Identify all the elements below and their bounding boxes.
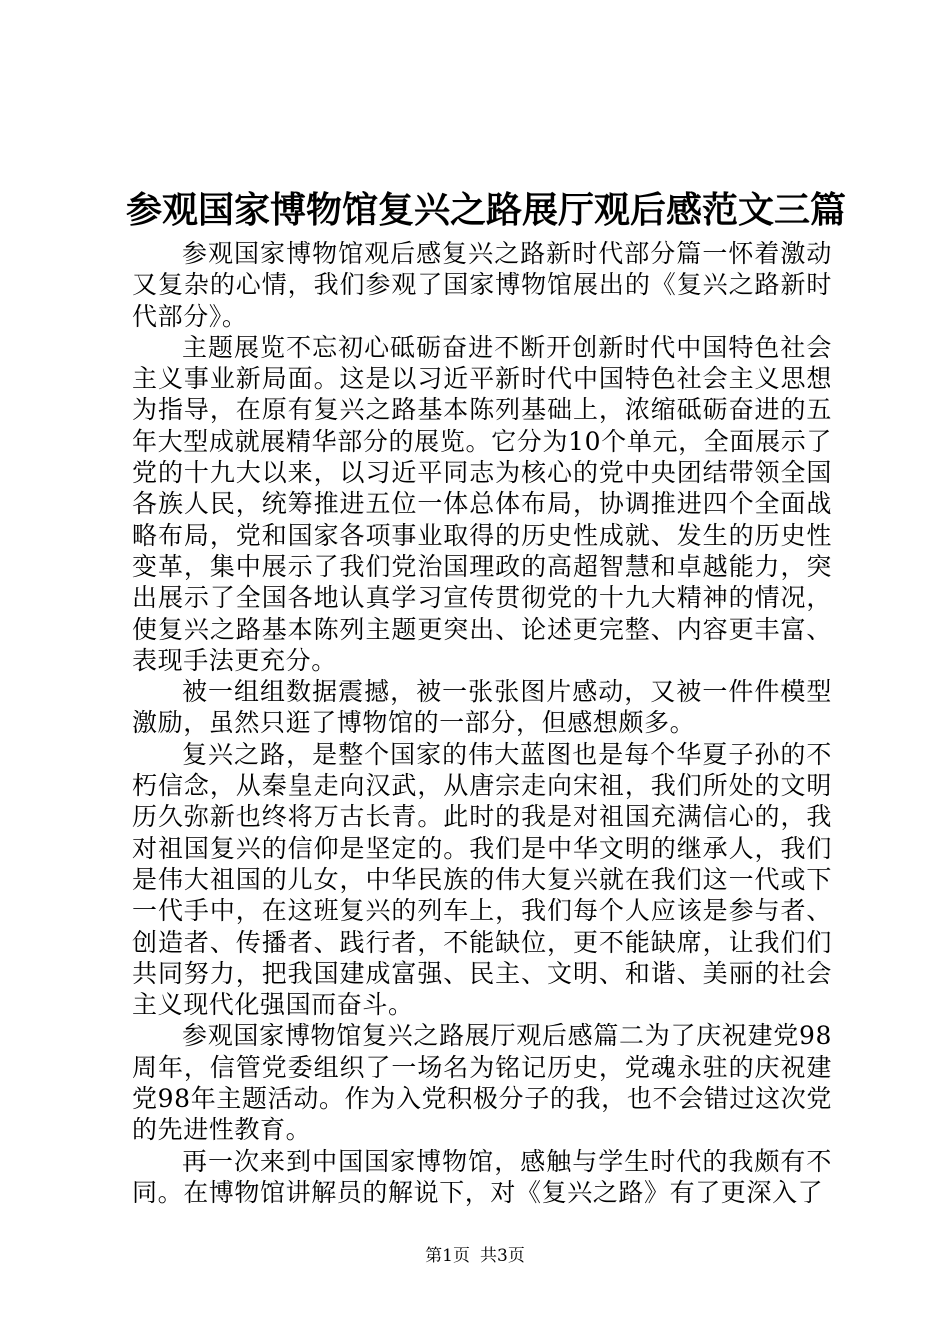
paragraph-3: 被一组组数据震撼，被一张张图片感动，又被一件件模型激励，虽然只逛了博物馆的一部分，但感想颇多。	[132, 677, 832, 738]
paragraph-5: 参观国家博物馆复兴之路展厅观后感篇二为了庆祝建党98周年，信管党委组织了一场名为铭记历史，党魂永驻的庆祝建党98年主题活动。作为入党积极分子的我，也不会错过这次党的先进性教育。	[132, 1021, 832, 1145]
page-footer	[0, 1244, 950, 1268]
document-title: 参观国家博物馆复兴之路展厅观后感范文三篇	[126, 189, 847, 231]
page-number-total: 共3页	[480, 1246, 525, 1266]
paragraph-2: 主题展览不忘初心砥砺奋进不断开创新时代中国特色社会主义事业新局面。这是以习近平新时代中国特色社会主义思想为指导，在原有复兴之路基本陈列基础上，浓缩砥砺奋进的五年大型成就展精华部分的展览。它分为10个单元，全面展示了党的十九大以来，以习近平同志为核心的党中央团结带领全国各族人民，统筹推进五位一体总体布局，协调推进四个全面战略布局，党和国家各项事业取得的历史性成就、发生的历史性变革，集中展示了我们党治国理政的高超智慧和卓越能力，突出展示了全国各地认真学习宣传贯彻党的十九大精神的情况，使复兴之路基本陈列主题更突出、论述更完整、内容更丰富、表现手法更充分。	[132, 332, 832, 675]
page-number-current: 第1页	[425, 1246, 470, 1266]
paragraph-6: 再一次来到中国国家博物馆，感触与学生时代的我颇有不同。在博物馆讲解员的解说下，对《复兴之路》有了更深入了	[132, 1146, 832, 1207]
document-body	[132, 238, 832, 1208]
paragraph-4: 复兴之路，是整个国家的伟大蓝图也是每个华夏子孙的不朽信念，从秦皇走向汉武，从唐宗走向宋祖，我们所处的文明历久弥新也终将万古长青。此时的我是对祖国充满信心的，我对祖国复兴的信仰是坚定的。我们是中华文明的继承人，我们是伟大祖国的儿女，中华民族的伟大复兴就在我们这一代或下一代手中，在这班复兴的列车上，我们每个人应该是参与者、创造者、传播者、践行者，不能缺位，更不能缺席，让我们们共同努力，把我国建成富强、民主、文明、和谐、美丽的社会主义现代化强国而奋斗。	[132, 739, 832, 1020]
paragraph-1: 参观国家博物馆观后感复兴之路新时代部分篇一怀着激动又复杂的心情，我们参观了国家博物馆展出的《复兴之路新时代部分》。	[132, 239, 832, 331]
